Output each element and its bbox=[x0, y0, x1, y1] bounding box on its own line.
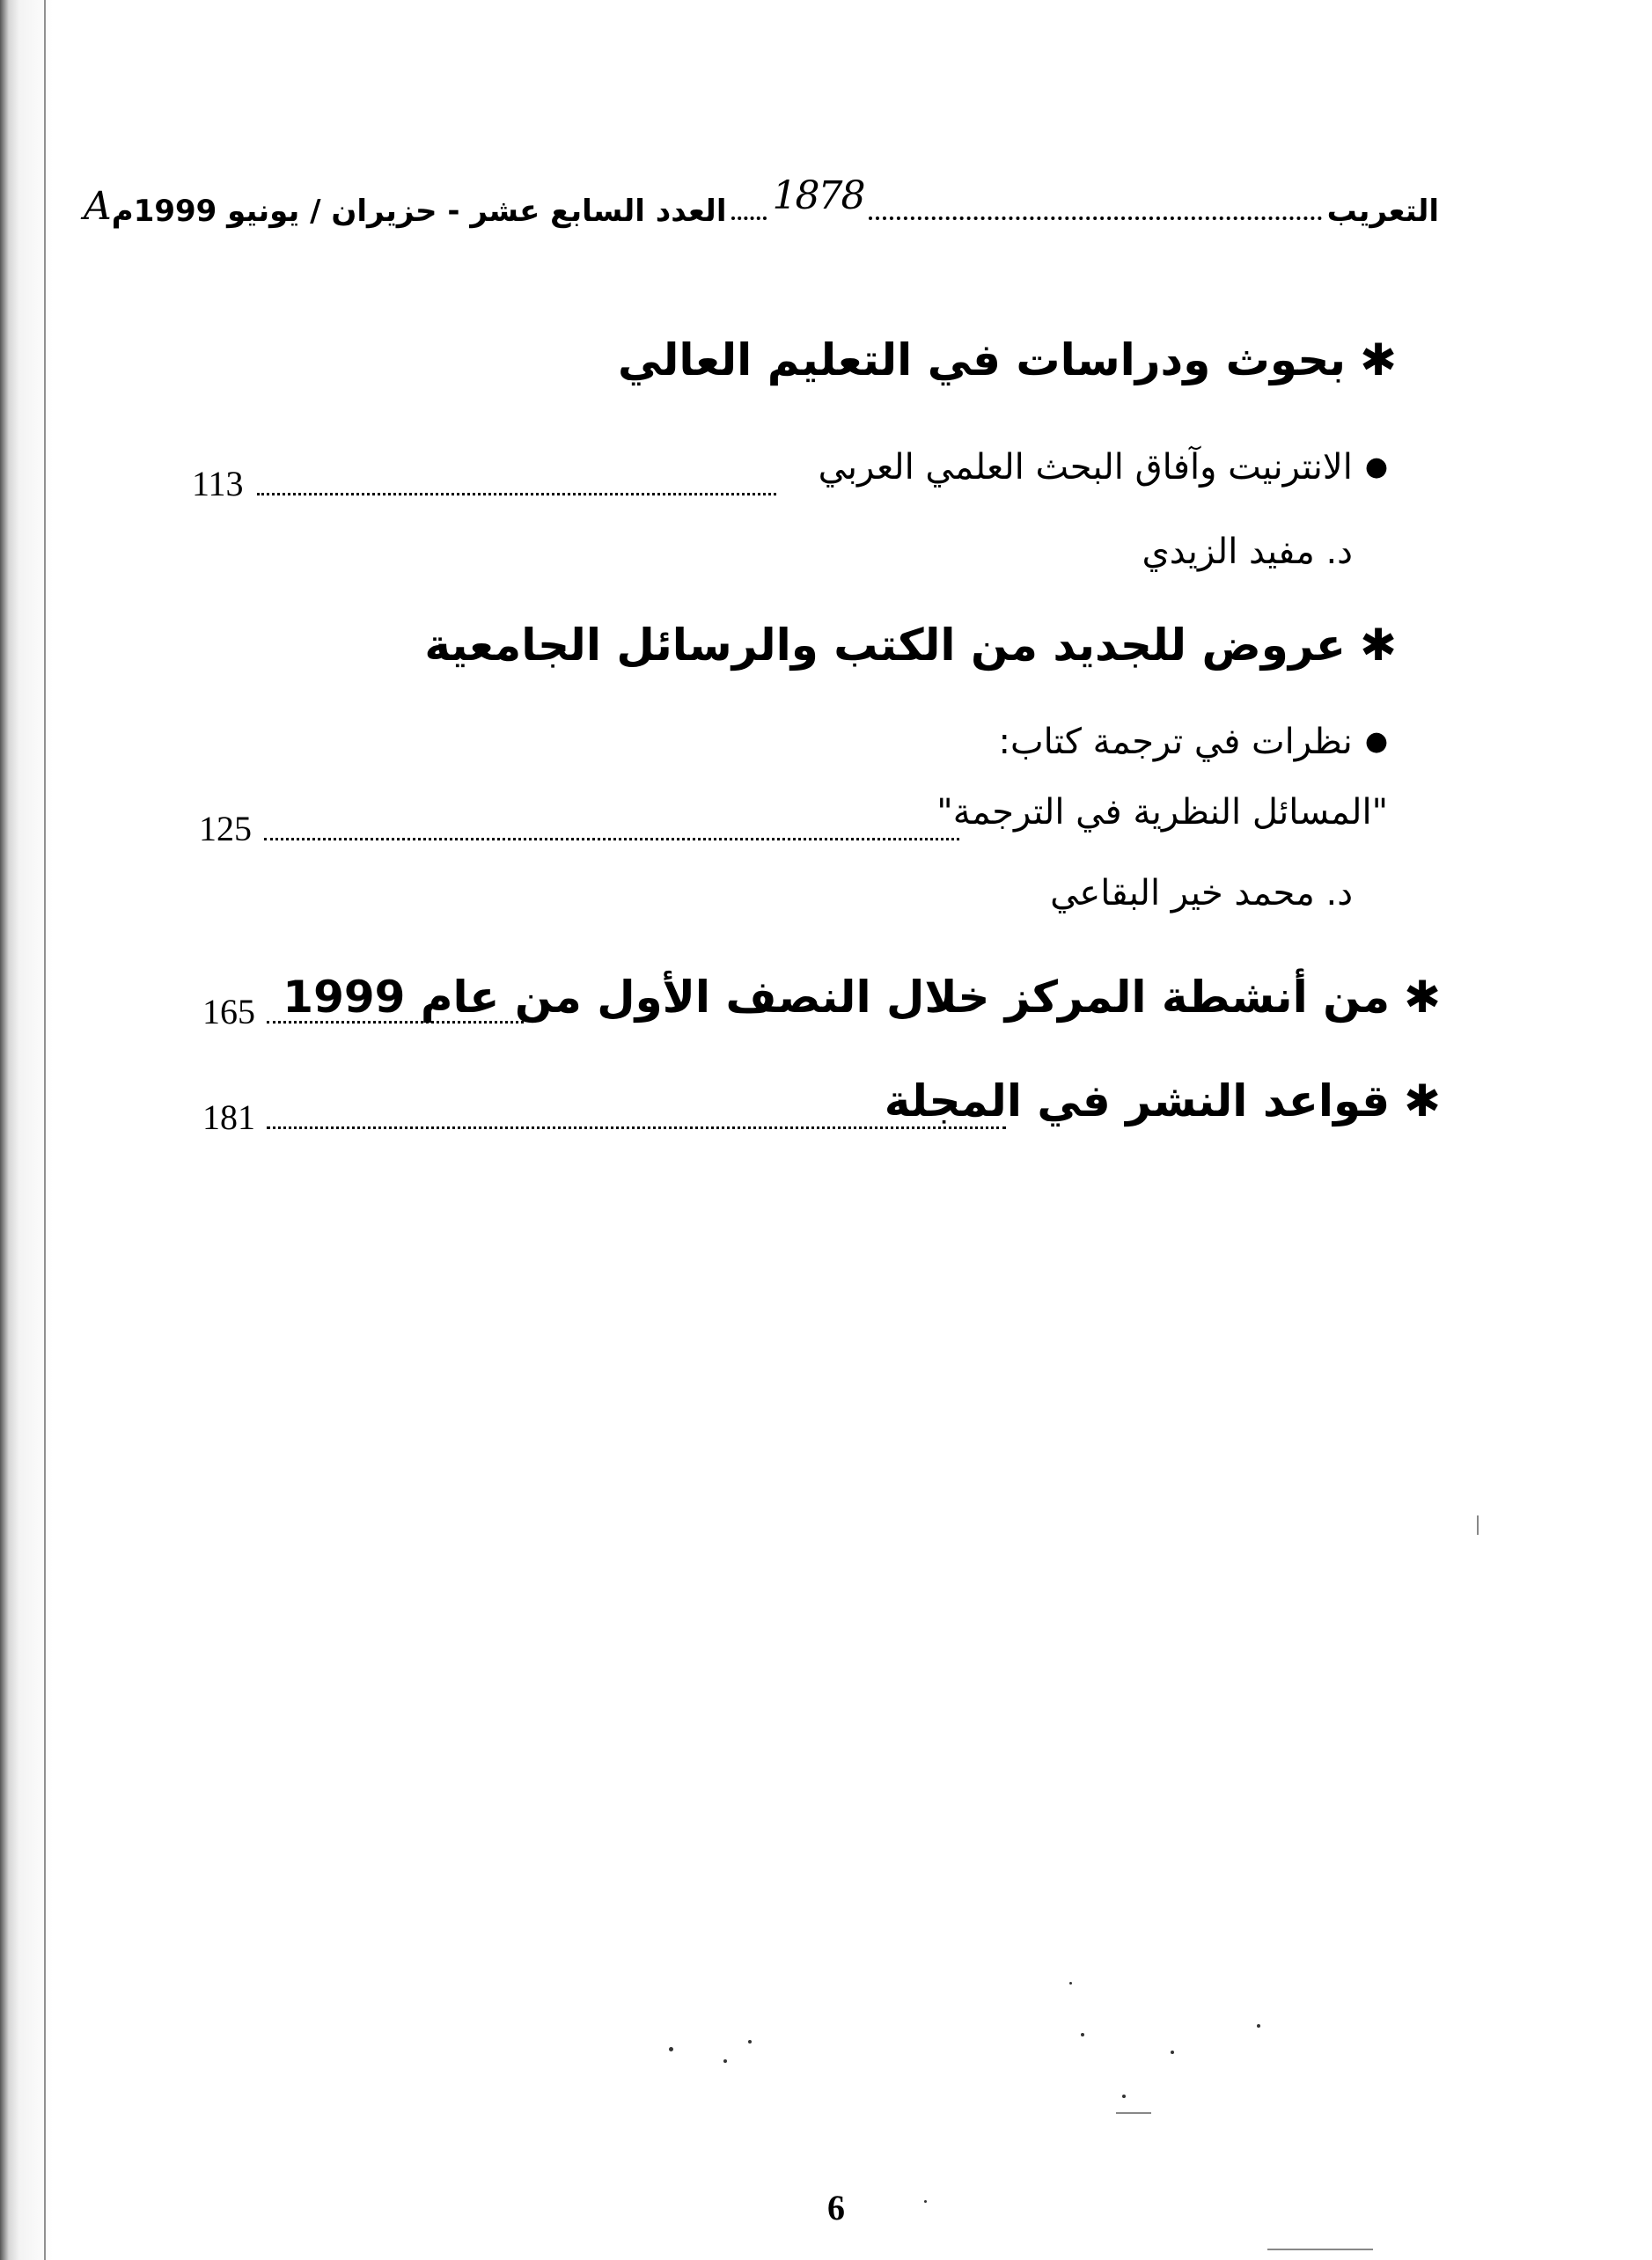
scan-speck bbox=[669, 2047, 673, 2051]
page-number: 6 bbox=[827, 2188, 845, 2227]
scan-speck bbox=[1081, 2033, 1084, 2036]
header-leader bbox=[869, 216, 1321, 220]
scan-speck bbox=[1122, 2095, 1126, 2098]
leader-dots bbox=[267, 1126, 1006, 1129]
toc-author: د. مفيد الزيدي bbox=[1142, 532, 1353, 572]
scan-speck bbox=[1069, 1982, 1072, 1985]
page-ref: 165 bbox=[202, 992, 255, 1031]
scan-mark bbox=[1267, 2249, 1373, 2250]
toc-author: د. محمد خير البقاعي bbox=[1050, 873, 1353, 914]
toc-heading-book-reviews: ✱عروض للجديد من الكتب والرسائل الجامعية bbox=[424, 620, 1397, 671]
leader-dots bbox=[264, 838, 959, 840]
scan-mark bbox=[1477, 1515, 1479, 1535]
toc-entry-translation-subtitle: "المسائل النظرية في الترجمة" bbox=[936, 792, 1388, 833]
toc-heading-higher-education: ✱بحوث ودراسات في التعليم العالي bbox=[618, 334, 1397, 385]
toc-entry-translation-title: ●نظرات في ترجمة كتاب: bbox=[998, 722, 1388, 762]
star-icon: ✱ bbox=[1360, 334, 1397, 385]
scan-mark bbox=[1116, 2112, 1151, 2114]
bullet-icon: ● bbox=[1364, 726, 1388, 757]
star-icon: ✱ bbox=[1360, 620, 1397, 671]
star-icon: ✱ bbox=[1404, 972, 1441, 1023]
star-icon: ✱ bbox=[1404, 1075, 1441, 1126]
header-leader-2 bbox=[731, 216, 767, 220]
handwritten-number: 1878 bbox=[772, 173, 864, 218]
leader-dots bbox=[267, 1021, 524, 1024]
scan-speck bbox=[1257, 2024, 1260, 2028]
toc-heading-center-activities: ✱من أنشطة المركز خلال النصف الأول من عام 1999 bbox=[283, 972, 1441, 1023]
scan-speck bbox=[1171, 2051, 1174, 2054]
page-ref: 113 bbox=[192, 464, 244, 503]
page-ref: 125 bbox=[199, 809, 252, 848]
scan-speck bbox=[924, 2200, 927, 2203]
toc-entry-internet: ●الانترنيت وآفاق البحث العلمي العربي bbox=[818, 447, 1388, 488]
page-ref: 181 bbox=[202, 1097, 255, 1137]
running-header bbox=[84, 173, 1439, 229]
leader-dots bbox=[257, 493, 776, 495]
handwritten-mark: A bbox=[84, 184, 112, 229]
issue-info: العدد السابع عشر - حزيران / يونيو 1999م bbox=[111, 194, 727, 229]
bullet-icon: ● bbox=[1364, 451, 1388, 482]
journal-name: التعريب bbox=[1326, 194, 1439, 229]
binding-line bbox=[44, 0, 46, 2260]
toc-heading-publication-rules: ✱قواعد النشر في المجلة bbox=[884, 1075, 1441, 1126]
scan-speck bbox=[723, 2059, 727, 2063]
scan-speck bbox=[748, 2040, 752, 2044]
